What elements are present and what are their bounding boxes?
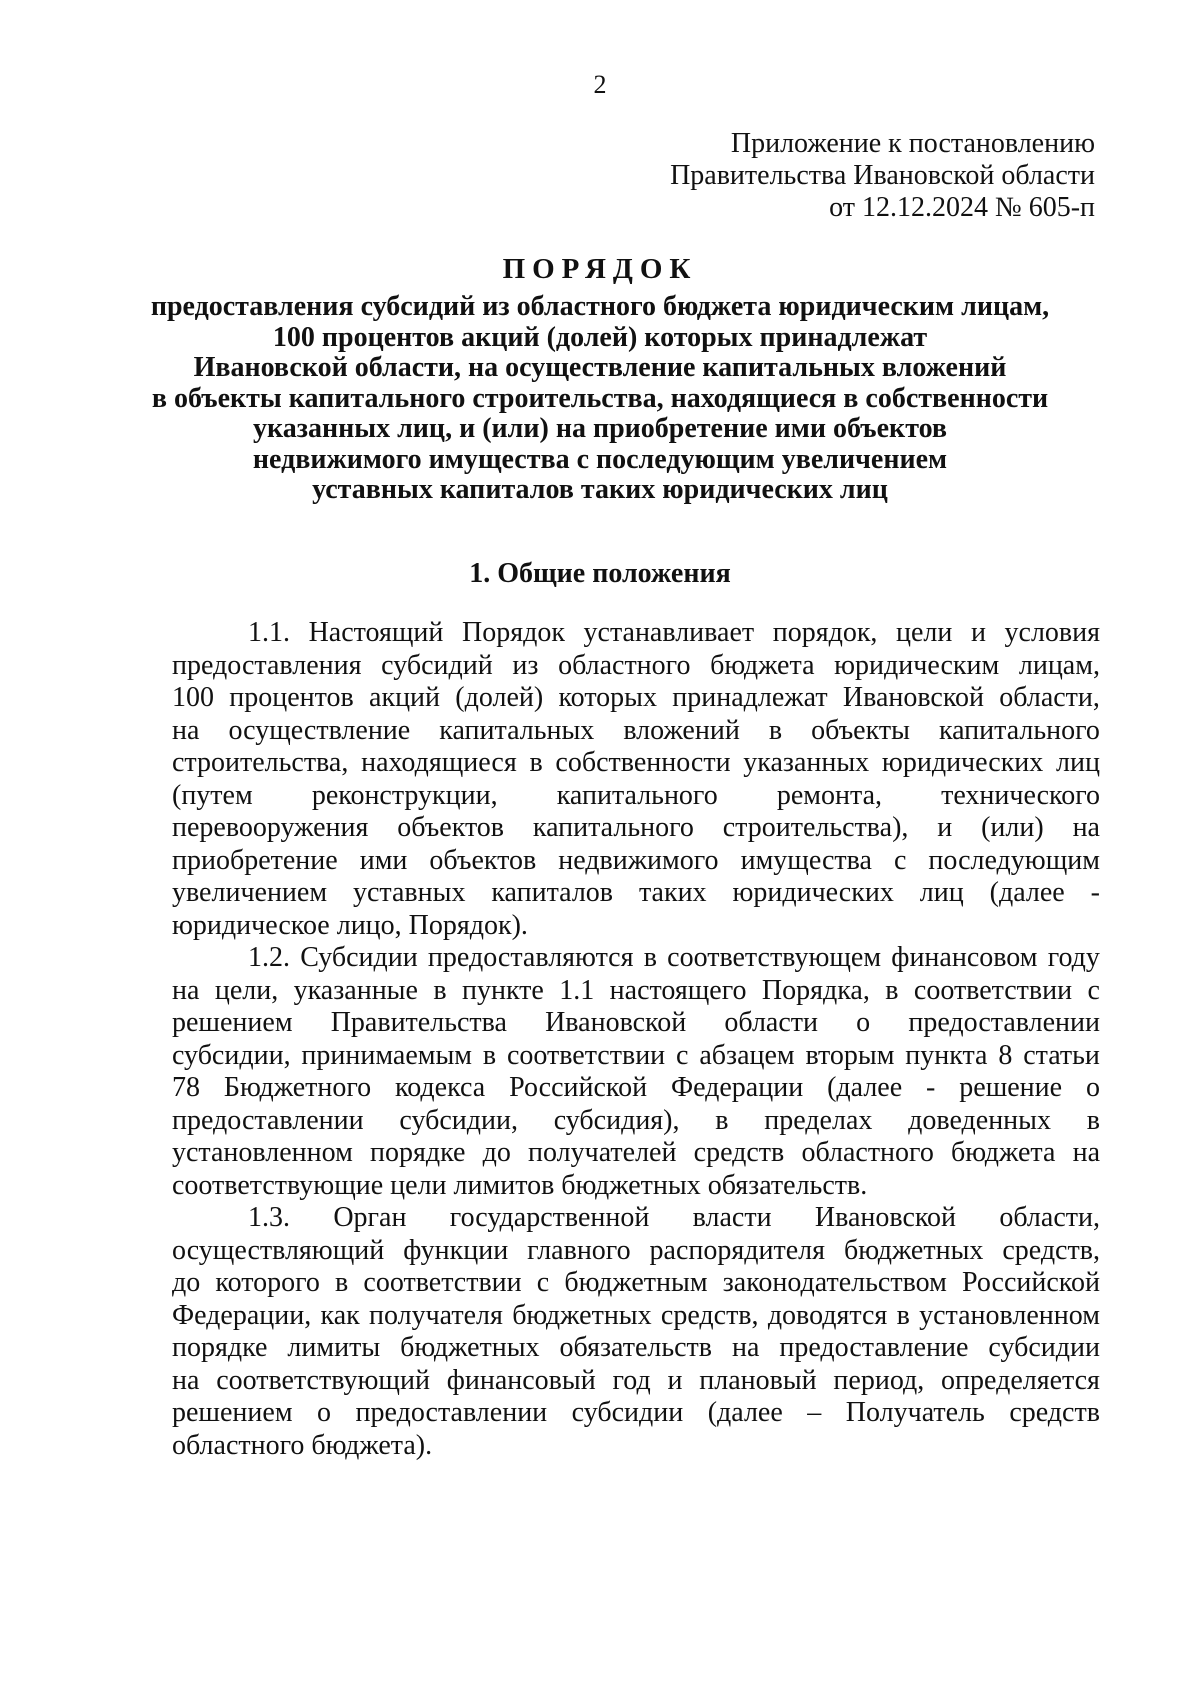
approval-line: Правительства Ивановской области <box>670 160 1095 191</box>
text-line: решением Правительства Ивановской области о предоставлении <box>172 1007 1100 1038</box>
text-line: Федерации, как получателя бюджетных средств, доводятся в установленном <box>172 1299 1100 1331</box>
text-line: строительства, находящиеся в собственности указанных юридических лиц <box>172 747 1100 778</box>
text-line: приобретение ими объектов недвижимого имущества с последующим <box>172 844 1100 876</box>
document-title: ПОРЯДОК <box>502 253 698 285</box>
text-line: порядке лимиты бюджетных обязательств на предоставление субсидии <box>172 1332 1100 1363</box>
text-line: (путем реконструкции, капитального ремонта, технического <box>172 779 1100 811</box>
text-line: 78 Бюджетного кодекса Российской Федерации (далее - решение о <box>172 1072 1100 1103</box>
paragraph-3 <box>172 1202 1100 1462</box>
subtitle-line: Ивановской области, на осуществление капитальных вложений <box>193 352 1007 383</box>
approval-block <box>670 128 1095 224</box>
approval-line: Приложение к постановлению <box>730 128 1095 159</box>
subtitle-line: в объекты капитального строительства, находящиеся в собственности <box>151 382 1049 414</box>
document-subtitle <box>0 292 1200 506</box>
text-line: соответствующие цели лимитов бюджетных обязательств. <box>172 1169 868 1201</box>
subtitle-line: уставных капиталов таких юридических лиц <box>312 474 888 505</box>
text-line: областного бюджета). <box>172 1429 433 1461</box>
text-line: субсидии, принимаемым в соответствии с абзацем вторым пункта 8 статьи <box>172 1039 1100 1071</box>
section-heading: 1. Общие положения <box>469 558 731 589</box>
text-line: предоставлении субсидии, субсидия), в пределах доведенных в <box>172 1104 1100 1136</box>
text-line: увеличением уставных капиталов таких юридических лиц (далее - <box>172 877 1100 908</box>
text-line: на осуществление капитальных вложений в объекты капитального <box>172 714 1100 746</box>
subtitle-line: недвижимого имущества с последующим увеличением <box>252 443 948 475</box>
text-line: на соответствующий финансовый год и плановый период, определяется <box>172 1364 1100 1396</box>
subtitle-line: 100 процентов акций (долей) которых принадлежат <box>272 321 928 353</box>
paragraph-1 <box>172 617 1100 942</box>
text-line: 1.3. Орган государственной власти Ивановской области, <box>248 1202 1100 1233</box>
subtitle-line: предоставления субсидий из областного бюджета юридическим лицам, <box>150 291 1050 322</box>
text-line: 100 процентов акций (долей) которых принадлежат Ивановской области, <box>172 682 1100 713</box>
text-line: осуществляющий функции главного распорядителя бюджетных средств, <box>172 1234 1100 1266</box>
text-line: юридическое лицо, Порядок). <box>172 909 528 941</box>
paragraph-2 <box>172 942 1100 1202</box>
section-body <box>172 617 1100 1462</box>
text-line: перевооружения объектов капитального строительства), и (или) на <box>172 812 1100 843</box>
text-line: 1.2. Субсидии предоставляются в соответствующем финансовом году <box>248 942 1100 973</box>
text-line: установленном порядке до получателей средств областного бюджета на <box>172 1137 1100 1168</box>
text-line: 1.1. Настоящий Порядок устанавливает порядок, цели и условия <box>248 617 1100 648</box>
text-line: решением о предоставлении субсидии (далее – Получатель средств <box>172 1397 1100 1428</box>
page-number: 2 <box>593 70 607 99</box>
subtitle-line: указанных лиц, и (или) на приобретение ими объектов <box>253 413 947 444</box>
approval-date-number: от 12.12.2024 № 605-п <box>829 192 1095 223</box>
text-line: на цели, указанные в пункте 1.1 настоящего Порядка, в соответствии с <box>172 974 1100 1006</box>
text-line: предоставления субсидий из областного бюджета юридическим лицам, <box>172 649 1100 681</box>
text-line: до которого в соответствии с бюджетным законодательством Российской <box>172 1267 1100 1298</box>
